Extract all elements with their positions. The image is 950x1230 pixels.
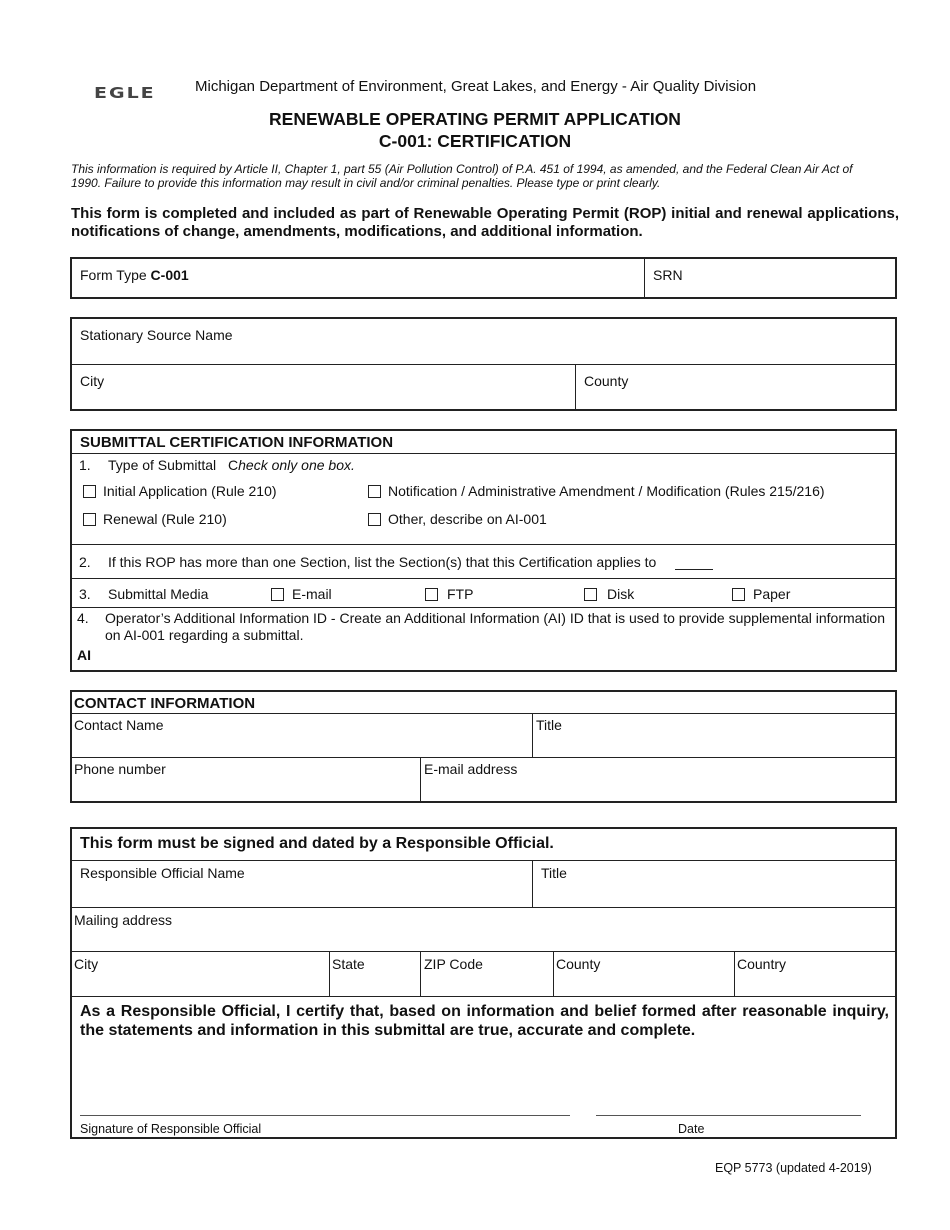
q3-number: 3. [79,586,91,602]
signature-label: Signature of Responsible Official [80,1122,262,1136]
other-checkbox[interactable] [368,513,381,526]
mailing-address-field[interactable]: Mailing address [74,912,173,928]
date-line[interactable] [596,1115,861,1116]
media-ftp-label: FTP [447,586,474,602]
form-type-label: Form Type C-001 [80,267,189,283]
page-title: RENEWABLE OPERATING PERMIT APPLICATION [269,109,681,129]
initial-application-label: Initial Application (Rule 210) [103,483,277,499]
initial-application-checkbox[interactable] [83,485,96,498]
media-disk-checkbox[interactable] [584,588,597,601]
q1-hint: Check only one box. [228,457,355,473]
official-zip-field[interactable]: ZIP Code [424,956,483,972]
ai-id-field[interactable]: AI [77,647,91,663]
section-input-line[interactable] [675,569,713,570]
renewal-label: Renewal (Rule 210) [103,511,227,527]
notification-label: Notification / Administrative Amendment / Modification (Rules 215/216) [388,483,825,499]
q1-label: Type of Submittal [108,457,217,473]
contact-box [70,690,897,803]
q4-text: Operator’s Additional Information ID - Create an Additional Information (AI) ID that is used to provide supplemental information on AI-001 regarding a submittal. [105,610,886,643]
signature-line[interactable] [80,1115,570,1116]
media-ftp-checkbox[interactable] [425,588,438,601]
official-city-field[interactable]: City [74,956,99,972]
q3-label: Submittal Media [108,586,209,602]
official-state-field[interactable]: State [332,956,365,972]
official-name-field[interactable]: Responsible Official Name [80,865,245,881]
contact-phone-field[interactable]: Phone number [74,761,166,777]
official-heading: This form must be signed and dated by a Responsible Official. [80,835,554,852]
notification-checkbox[interactable] [368,485,381,498]
srn-field[interactable]: SRN [653,267,683,283]
form-type-box [70,257,897,299]
certification-statement: As a Responsible Official, I certify that, based on information and belief formed after reasonable inquiry, the statements and information in this submittal are true, accurate and complete. [80,1003,889,1039]
source-box [70,317,897,411]
media-email-checkbox[interactable] [271,588,284,601]
official-box [70,827,897,1139]
submittal-heading: SUBMITTAL CERTIFICATION INFORMATION [80,434,394,451]
submittal-box [70,429,897,672]
agency-name: Michigan Department of Environment, Great Lakes, and Energy - Air Quality Division [195,78,757,95]
media-email-label: E-mail [292,586,332,602]
source-city-field[interactable]: City [80,373,105,389]
q4-number: 4. [77,610,89,626]
source-name-field[interactable]: Stationary Source Name [80,327,233,343]
other-label: Other, describe on AI-001 [388,511,547,527]
media-disk-label: Disk [607,586,635,602]
egle-logo: EGLE [94,84,156,102]
contact-email-field[interactable]: E-mail address [424,761,518,777]
official-county-field[interactable]: County [556,956,601,972]
q1-number: 1. [79,457,91,473]
q2-number: 2. [79,554,91,570]
media-paper-checkbox[interactable] [732,588,745,601]
source-county-field[interactable]: County [584,373,629,389]
intro-text: This form is completed and included as part of Renewable Operating Permit (ROP) initial and renewal applications, notifications of change, amendments, modifications, and additional information. [71,205,899,240]
media-paper-label: Paper [753,586,791,602]
contact-name-field[interactable]: Contact Name [74,717,164,733]
contact-heading: CONTACT INFORMATION [74,695,256,712]
q2-text: If this ROP has more than one Section, list the Section(s) that this Certification applies to [108,554,657,570]
renewal-checkbox[interactable] [83,513,96,526]
date-label: Date [678,1122,705,1136]
page-subtitle: C-001: CERTIFICATION [378,131,572,151]
legal-note: This information is required by Article II, Chapter 1, part 55 (Air Pollution Control) of P.A. 451 of 1994, as amended, and the Federal Clean Air Act of 1990. Failure to provide this information may result in civil and/or criminal penalties. Please type or print clearly. [71,162,853,190]
form-code: EQP 5773 (updated 4-2019) [715,1161,872,1175]
contact-title-field[interactable]: Title [536,717,562,733]
official-country-field[interactable]: Country [737,956,787,972]
official-title-field[interactable]: Title [541,865,567,881]
